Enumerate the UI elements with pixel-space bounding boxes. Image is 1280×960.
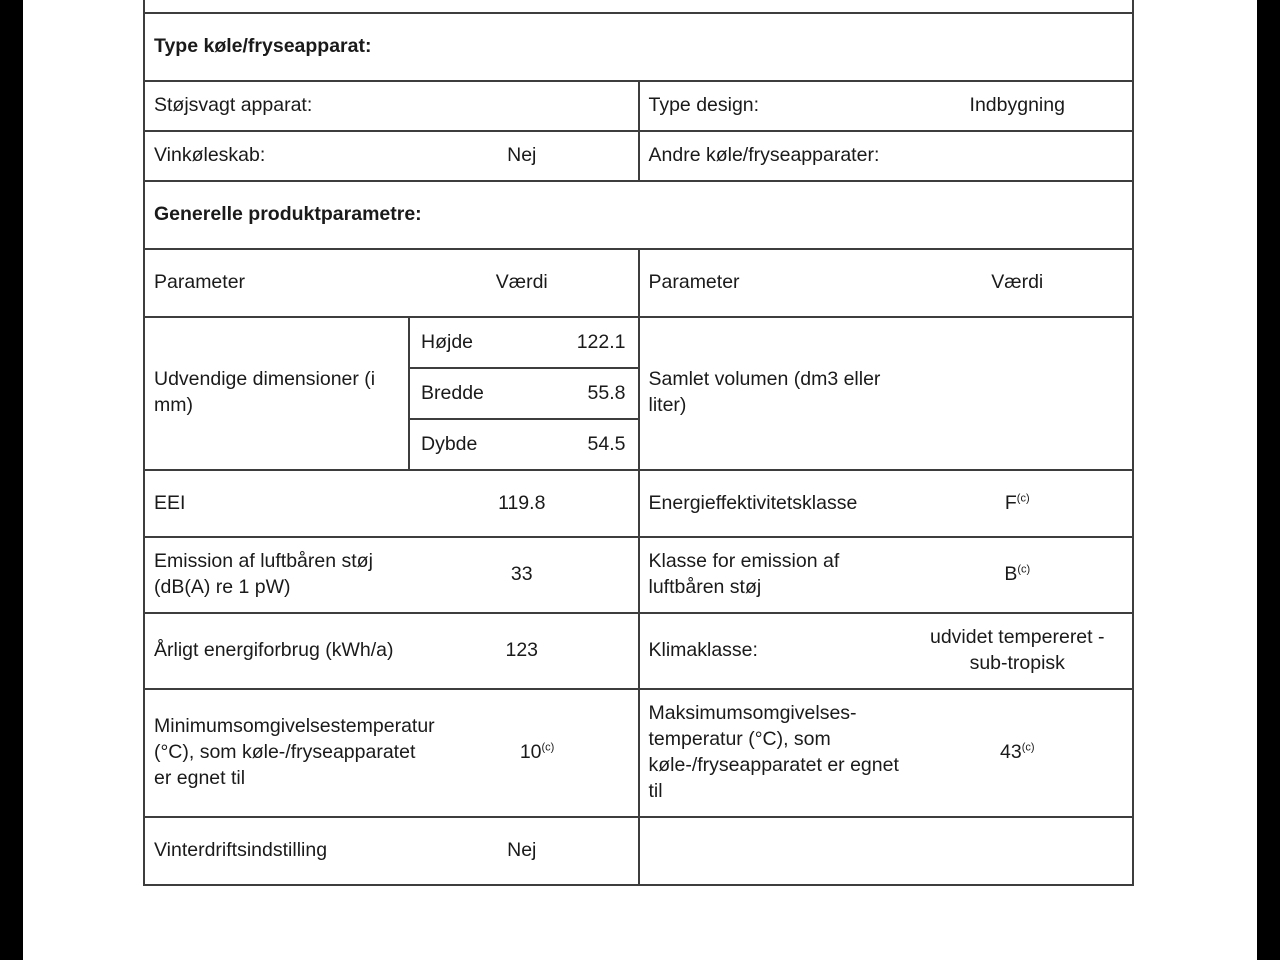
table-row-dimensions (144, 317, 1133, 470)
cell-eei (144, 470, 639, 538)
annual-consumption-row (145, 627, 638, 675)
height-value: 122.1 (576, 330, 626, 353)
table-row-noise-design (144, 81, 1133, 131)
left-header-row (145, 250, 638, 316)
table-row-noise (144, 537, 1133, 613)
table-row-winter-setting (144, 817, 1133, 885)
energy-class-row (640, 471, 1133, 537)
dimension-row-width (410, 368, 638, 419)
min-ambient-temp-label: Minimumsomgivelsestemperatur (°C), som køle-/fryseapparatet er egnet til (154, 715, 435, 789)
energy-class-letter: F (1004, 491, 1017, 514)
cell-left-headers (144, 249, 639, 317)
winter-setting-row (145, 818, 638, 884)
depth-label: Dybde (421, 432, 478, 455)
header-right-value: Værdi (991, 270, 1044, 293)
section-heading-type-cell (144, 13, 1133, 81)
table-row-section-general (144, 181, 1133, 249)
section-heading-general-cell (144, 181, 1133, 249)
energy-class-value (907, 471, 1133, 537)
low-noise-appliance-label: Støjsvagt apparat: (154, 93, 313, 116)
noise-emission-value: 33 (510, 563, 533, 586)
table-row-column-headers (144, 249, 1133, 317)
annual-consumption-label: Årligt energiforbrug (kWh/a) (154, 639, 394, 662)
total-volume-value (907, 382, 1133, 404)
type-design-value: Indbygning (969, 93, 1065, 116)
min-ambient-temp-row (145, 703, 638, 803)
max-ambient-temp-footnote: (c) (1021, 741, 1035, 754)
header-right-parameter: Parameter (648, 270, 740, 293)
min-ambient-temp-value (441, 729, 638, 777)
noise-class-value (907, 551, 1133, 599)
cell-dimensions (144, 317, 639, 470)
type-design-row (640, 82, 1133, 130)
climate-class-row (640, 614, 1133, 688)
noise-emission-label: Emission af luftbåren støj (dB(A) re 1 pW) (154, 550, 373, 599)
total-volume-label: Samlet volumen (dm3 eller liter) (648, 368, 881, 417)
max-ambient-temp-row (640, 690, 1133, 816)
cell-noise-emission (144, 537, 639, 613)
width-value: 55.8 (587, 381, 626, 404)
dimensions-subtable (410, 318, 638, 469)
climate-class-label: Klimaklasse: (648, 639, 758, 662)
energy-class-footnote: (c) (1016, 492, 1030, 505)
max-ambient-temp-label: Maksimumsomgivelses-temperatur (°C), som køle-/fryseapparatet er egnet til (648, 702, 899, 802)
type-design-label: Type design: (648, 93, 760, 116)
height-label: Højde (421, 330, 474, 353)
cell-other-appliances (639, 131, 1134, 181)
dimension-row-depth (410, 419, 638, 469)
noise-class-letter: B (1004, 563, 1018, 586)
other-appliances-label: Andre køle/fryseapparater: (648, 143, 880, 166)
wine-storage-value: Nej (507, 143, 537, 166)
low-noise-appliance-row (145, 82, 638, 130)
product-datasheet (143, 0, 1134, 886)
cell-winter-setting (144, 817, 639, 885)
max-ambient-temp-value (907, 729, 1133, 777)
model-identification-row (145, 0, 1132, 12)
noise-class-label: Klasse for emission af luftbåren støj (648, 550, 840, 599)
height-row (410, 318, 638, 367)
width-row (410, 369, 638, 418)
cell-width (410, 368, 638, 419)
noise-class-footnote: (c) (1017, 563, 1031, 576)
depth-row (410, 420, 638, 469)
product-information-table (143, 0, 1134, 886)
cell-wine-storage (144, 131, 639, 181)
annual-consumption-value: 123 (505, 639, 539, 662)
header-left-parameter: Parameter (154, 270, 246, 293)
noise-class-row (640, 538, 1133, 612)
noise-emission-row (145, 538, 638, 612)
other-appliances-row (640, 132, 1133, 180)
cell-climate-class (639, 613, 1134, 689)
eei-value: 119.8 (498, 491, 546, 514)
cell-max-ambient-temp (639, 689, 1134, 817)
section-heading-type: Type køle/fryseapparat: (154, 34, 372, 57)
table-row-ambient-temp (144, 689, 1133, 817)
cell-right-headers (639, 249, 1134, 317)
min-ambient-temp-number: 10 (519, 741, 542, 764)
total-volume-row (640, 356, 1133, 430)
dimension-row-height (410, 318, 638, 368)
winter-setting-empty-label (640, 831, 907, 871)
winter-setting-value: Nej (507, 838, 537, 861)
cell-height (410, 318, 638, 368)
min-ambient-temp-footnote: (c) (541, 741, 555, 754)
max-ambient-temp-number: 43 (999, 741, 1022, 764)
depth-value: 54.5 (587, 432, 626, 455)
model-identification-value (410, 0, 1132, 12)
section-heading-general: Generelle produktparametre: (154, 202, 422, 225)
table-row-model (144, 0, 1133, 13)
table-row-eei (144, 470, 1133, 538)
cell-energy-class (639, 470, 1134, 538)
cell-low-noise-appliance (144, 81, 639, 131)
table-row-wine-other (144, 131, 1133, 181)
cell-noise-class (639, 537, 1134, 613)
table-row-consumption (144, 613, 1133, 689)
document-page (23, 0, 1257, 960)
wine-storage-label: Vinkøleskab: (154, 143, 266, 166)
winter-setting-empty-row (640, 831, 1133, 871)
cell-type-design (639, 81, 1134, 131)
model-identification-cell (144, 0, 1133, 13)
cell-total-volume (639, 317, 1134, 470)
wine-storage-row (145, 132, 638, 180)
width-label: Bredde (421, 381, 484, 404)
eei-label: EEI (154, 491, 186, 514)
winter-setting-label: Vinterdriftsindstilling (154, 838, 328, 861)
eei-row (145, 471, 638, 537)
energy-class-label: Energieffektivitetsklasse (648, 491, 858, 514)
cell-depth (410, 419, 638, 469)
model-identification-label (145, 0, 410, 12)
table-row-section-type (144, 13, 1133, 81)
winter-setting-empty-value (907, 831, 1133, 871)
cell-annual-consumption (144, 613, 639, 689)
low-noise-appliance-value (410, 95, 638, 117)
right-header-row (640, 250, 1133, 316)
other-appliances-value (907, 145, 1133, 167)
header-left-value: Værdi (495, 270, 548, 293)
cell-winter-setting-empty (639, 817, 1134, 885)
dimensions-label: Udvendige dimensioner (i mm) (154, 368, 376, 417)
climate-class-value: udvidet tempereret - sub-tropisk (929, 626, 1105, 675)
cell-min-ambient-temp (144, 689, 639, 817)
